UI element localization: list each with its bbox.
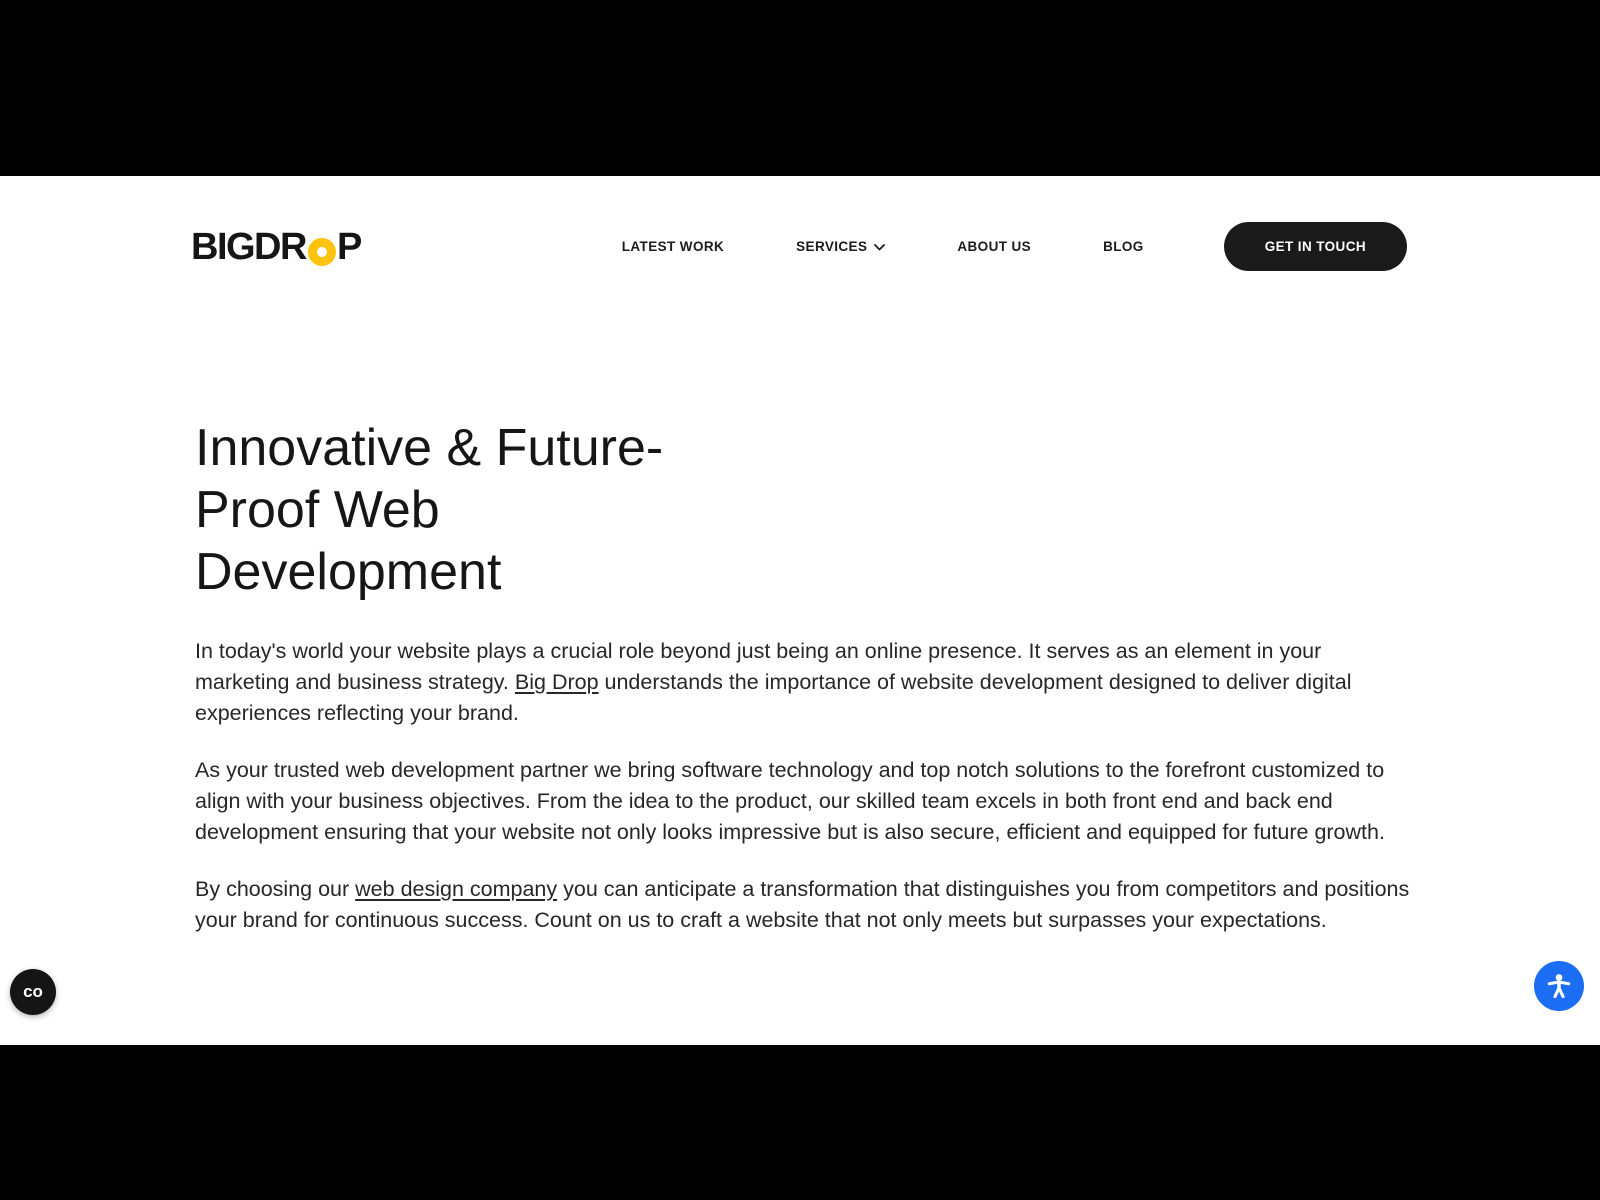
intro-paragraph	[195, 636, 1420, 729]
page-content	[0, 176, 1600, 1045]
main-nav	[622, 239, 1144, 254]
page-title-line: Development	[195, 543, 502, 601]
bigdrop-logo[interactable]	[191, 225, 361, 268]
web-design-company-link[interactable]: web design company	[355, 877, 558, 901]
partner-paragraph	[195, 755, 1420, 848]
cookie-consent-button[interactable]	[10, 969, 56, 1015]
paragraph-text: In today's world your website plays a crucial role beyond just being an online presence. It serves as an element in your marketing and business strategy.	[195, 639, 1322, 694]
paragraph-text: As your trusted web development partner we bring software technology and top notch solutions to the forefront customized to align with your business objectives. From the idea to the product, our skilled team excels in both front end and back end development ensuring that your website not only looks impressive but is also secure, efficient and equipped for future growth.	[195, 758, 1385, 844]
paragraph-text: By choosing our	[195, 877, 356, 901]
nav-latest-work[interactable]: LATEST WORK	[621, 239, 725, 254]
page-title-line: Proof Web	[195, 481, 440, 539]
nav-about-us[interactable]: ABOUT US	[957, 239, 1032, 254]
header	[0, 176, 1600, 271]
bottom-black-bar	[0, 1045, 1600, 1200]
get-in-touch-button[interactable]: GET IN TOUCH	[1224, 222, 1407, 271]
page-title	[195, 417, 1420, 603]
paragraph-text: you can anticipate a transformation that distinguishes you from competitors and positions your brand for continuous success. Count on us to craft a website that not only meets but surpasses your expectations.	[195, 877, 1410, 932]
paragraph-text: understands the importance of website development designed to deliver digital experiences reflecting your brand.	[195, 670, 1352, 725]
consent-icon: co	[23, 982, 43, 1001]
logo-o-icon	[308, 238, 336, 266]
nav-blog[interactable]: BLOG	[1103, 239, 1144, 254]
accessibility-button[interactable]	[1534, 961, 1584, 1011]
hero-section	[0, 417, 1600, 936]
accessibility-person-icon	[1544, 971, 1574, 1001]
chevron-down-icon	[874, 244, 885, 251]
page-title-line: Innovative & Future-	[195, 419, 664, 477]
logo-text-before: BIGDR	[191, 225, 306, 268]
nav-services-label: SERVICES	[796, 239, 868, 254]
choosing-paragraph	[195, 874, 1420, 936]
body-copy	[195, 636, 1420, 936]
logo-text-after: P	[336, 225, 361, 268]
top-black-bar	[0, 0, 1600, 176]
big-drop-link[interactable]: Big Drop	[514, 670, 599, 694]
nav-services[interactable]	[796, 239, 885, 254]
